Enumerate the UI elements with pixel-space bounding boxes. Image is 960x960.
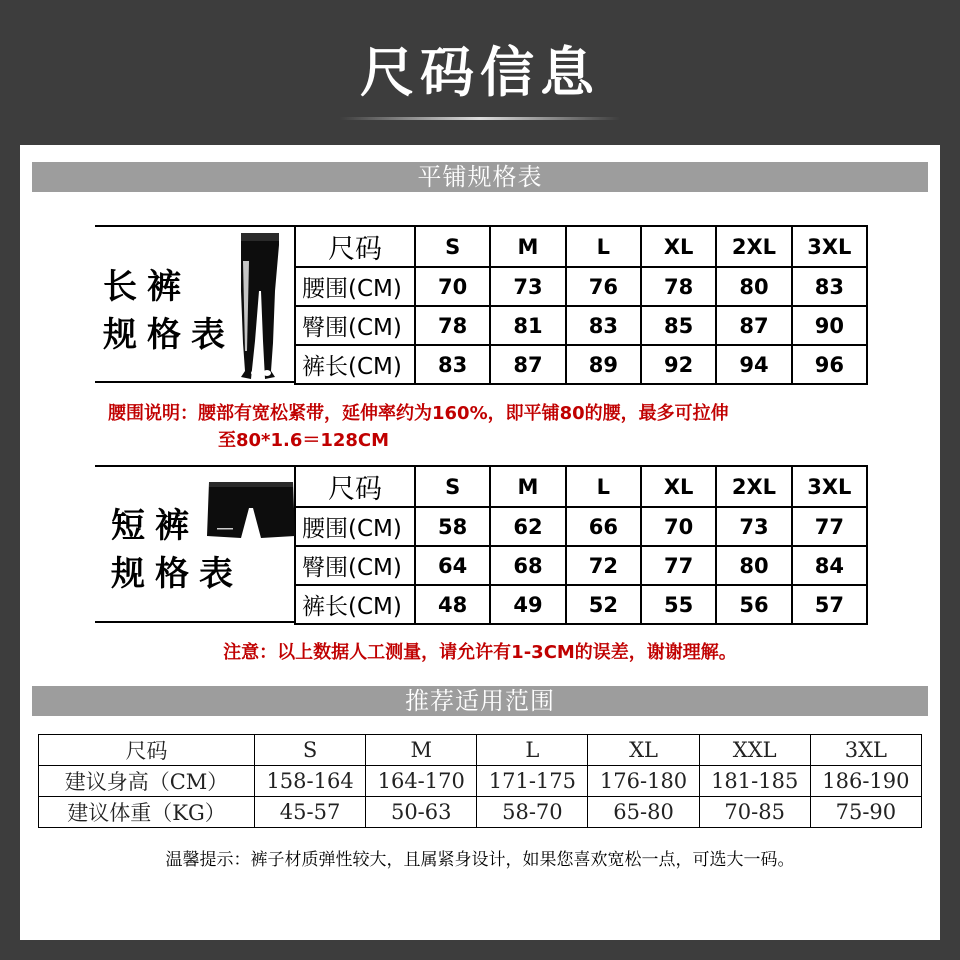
long-pants-table bbox=[95, 225, 868, 385]
shorts-top-rule bbox=[95, 465, 295, 467]
table-row bbox=[39, 797, 922, 828]
row-label: 臀围(CM) bbox=[295, 546, 415, 585]
title-underline bbox=[340, 117, 620, 120]
rec-value-cell: 181-185 bbox=[699, 766, 810, 797]
rec-value-cell: 65-80 bbox=[588, 797, 699, 828]
rec-value-cell: 75-90 bbox=[810, 797, 921, 828]
rec-value-cell: 70-85 bbox=[699, 797, 810, 828]
value-cell: 70 bbox=[641, 507, 716, 546]
rec-value-cell: 58-70 bbox=[477, 797, 588, 828]
value-cell: 78 bbox=[641, 267, 716, 306]
value-cell: 90 bbox=[792, 306, 867, 345]
measurement-note: 注意：以上数据人工测量，请允许有1-3CM的误差，谢谢理解。 bbox=[223, 642, 737, 663]
value-cell: 83 bbox=[415, 345, 490, 384]
value-cell: 87 bbox=[490, 345, 565, 384]
value-cell: 80 bbox=[716, 546, 791, 585]
value-cell: 49 bbox=[490, 585, 565, 624]
rec-value-cell: 158-164 bbox=[255, 766, 366, 797]
value-cell: 87 bbox=[716, 306, 791, 345]
size-cell: M bbox=[490, 226, 565, 267]
long-pants-bottom-rule bbox=[95, 381, 295, 383]
rec-value-cell: 164-170 bbox=[366, 766, 477, 797]
long-pants-title-2: 规格表 bbox=[103, 315, 235, 355]
value-cell: 81 bbox=[490, 306, 565, 345]
long-pants-side bbox=[95, 226, 295, 384]
size-header-label: 尺码 bbox=[295, 226, 415, 267]
rec-value-cell: 171-175 bbox=[477, 766, 588, 797]
table-row bbox=[39, 735, 922, 766]
rec-row-label: 建议体重（KG） bbox=[39, 797, 255, 828]
shorts-title-2: 规格表 bbox=[111, 554, 243, 594]
value-cell: 72 bbox=[566, 546, 641, 585]
warm-tip: 温馨提示：裤子材质弹性较大，且属紧身设计，如果您喜欢宽松一点，可选大一码。 bbox=[165, 850, 795, 870]
value-cell: 57 bbox=[792, 585, 867, 624]
size-cell: S bbox=[415, 466, 490, 507]
rec-row-label: 建议身高（CM） bbox=[39, 766, 255, 797]
rec-value-cell: 45-57 bbox=[255, 797, 366, 828]
table-row bbox=[39, 766, 922, 797]
value-cell: 66 bbox=[566, 507, 641, 546]
value-cell: 77 bbox=[641, 546, 716, 585]
rec-value-cell: 50-63 bbox=[366, 797, 477, 828]
row-label: 裤长(CM) bbox=[295, 345, 415, 384]
recommend-bar: 推荐适用范围 bbox=[32, 686, 928, 716]
shorts-table bbox=[95, 465, 868, 625]
size-header-label: 尺码 bbox=[295, 466, 415, 507]
size-cell: 2XL bbox=[716, 466, 791, 507]
rec-size-cell: XXL bbox=[699, 735, 810, 766]
shorts-side bbox=[95, 466, 295, 624]
value-cell: 58 bbox=[415, 507, 490, 546]
size-cell: XL bbox=[641, 226, 716, 267]
rec-size-cell: 3XL bbox=[810, 735, 921, 766]
rec-header-label: 尺码 bbox=[39, 735, 255, 766]
row-label: 裤长(CM) bbox=[295, 585, 415, 624]
shorts-bottom-rule bbox=[95, 621, 295, 623]
value-cell: 68 bbox=[490, 546, 565, 585]
long-pants-image bbox=[235, 231, 285, 381]
value-cell: 78 bbox=[415, 306, 490, 345]
value-cell: 89 bbox=[566, 345, 641, 384]
size-cell: L bbox=[566, 226, 641, 267]
value-cell: 56 bbox=[716, 585, 791, 624]
rec-size-cell: S bbox=[255, 735, 366, 766]
recommend-table bbox=[38, 734, 922, 828]
value-cell: 80 bbox=[716, 267, 791, 306]
value-cell: 73 bbox=[490, 267, 565, 306]
rec-value-cell: 186-190 bbox=[810, 766, 921, 797]
size-cell: 2XL bbox=[716, 226, 791, 267]
value-cell: 77 bbox=[792, 507, 867, 546]
size-cell: XL bbox=[641, 466, 716, 507]
value-cell: 76 bbox=[566, 267, 641, 306]
size-cell: L bbox=[566, 466, 641, 507]
long-pants-title-1: 长裤 bbox=[103, 267, 191, 307]
shorts-title-1: 短裤 bbox=[111, 506, 199, 546]
value-cell: 62 bbox=[490, 507, 565, 546]
value-cell: 84 bbox=[792, 546, 867, 585]
size-cell: M bbox=[490, 466, 565, 507]
value-cell: 94 bbox=[716, 345, 791, 384]
long-pants-top-rule bbox=[95, 225, 295, 227]
value-cell: 52 bbox=[566, 585, 641, 624]
row-label: 腰围(CM) bbox=[295, 267, 415, 306]
value-cell: 55 bbox=[641, 585, 716, 624]
rec-value-cell: 176-180 bbox=[588, 766, 699, 797]
waist-note-line1: 腰围说明：腰部有宽松紧带，延伸率约为160%，即平铺80的腰，最多可拉伸 bbox=[108, 403, 729, 424]
value-cell: 96 bbox=[792, 345, 867, 384]
table-row bbox=[95, 226, 867, 267]
row-label: 臀围(CM) bbox=[295, 306, 415, 345]
size-cell: S bbox=[415, 226, 490, 267]
row-label: 腰围(CM) bbox=[295, 507, 415, 546]
size-cell: 3XL bbox=[792, 466, 867, 507]
value-cell: 92 bbox=[641, 345, 716, 384]
value-cell: 70 bbox=[415, 267, 490, 306]
waist-note-line2: 至80*1.6＝128CM bbox=[218, 430, 390, 451]
size-cell: 3XL bbox=[792, 226, 867, 267]
table-row bbox=[95, 466, 867, 507]
value-cell: 64 bbox=[415, 546, 490, 585]
rec-size-cell: L bbox=[477, 735, 588, 766]
value-cell: 85 bbox=[641, 306, 716, 345]
rec-size-cell: XL bbox=[588, 735, 699, 766]
rec-size-cell: M bbox=[366, 735, 477, 766]
value-cell: 48 bbox=[415, 585, 490, 624]
page-title: 尺码信息 bbox=[360, 41, 600, 104]
value-cell: 73 bbox=[716, 507, 791, 546]
value-cell: 83 bbox=[566, 306, 641, 345]
value-cell: 83 bbox=[792, 267, 867, 306]
flat-spec-bar: 平铺规格表 bbox=[32, 162, 928, 192]
